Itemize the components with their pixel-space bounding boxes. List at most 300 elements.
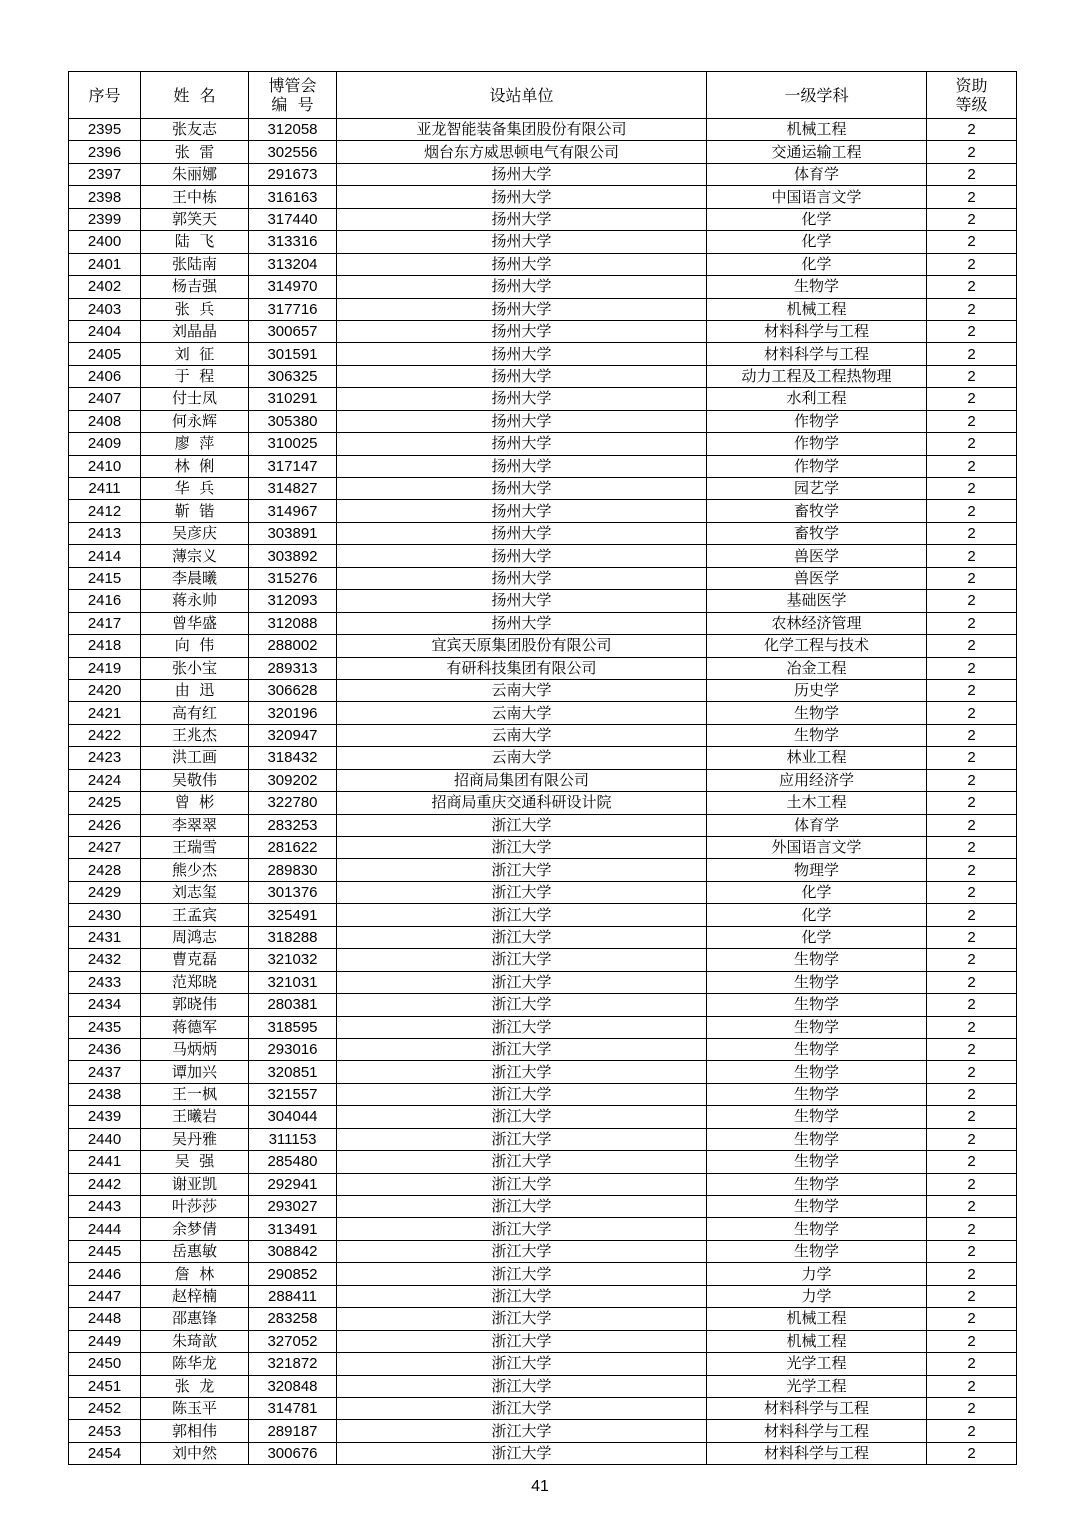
seq-cell: 2398 bbox=[69, 186, 141, 208]
table-row bbox=[69, 478, 1017, 500]
table-row bbox=[69, 1442, 1017, 1464]
discipline-cell: 林业工程 bbox=[707, 747, 927, 769]
unit-cell: 扬州大学 bbox=[337, 500, 707, 522]
seq-cell: 2395 bbox=[69, 119, 141, 141]
unit-cell: 扬州大学 bbox=[337, 163, 707, 185]
unit-cell: 浙江大学 bbox=[337, 949, 707, 971]
name-cell: 余梦倩 bbox=[141, 1218, 249, 1240]
table-row bbox=[69, 1173, 1017, 1195]
table-row bbox=[69, 612, 1017, 634]
discipline-cell: 体育学 bbox=[707, 814, 927, 836]
table-row bbox=[69, 186, 1017, 208]
table-row bbox=[69, 567, 1017, 589]
level-cell: 2 bbox=[927, 186, 1017, 208]
seq-cell: 2399 bbox=[69, 208, 141, 230]
seq-cell: 2432 bbox=[69, 949, 141, 971]
name-cell: 王曦岩 bbox=[141, 1106, 249, 1128]
level-cell: 2 bbox=[927, 1038, 1017, 1060]
unit-cell: 扬州大学 bbox=[337, 612, 707, 634]
seq-cell: 2445 bbox=[69, 1240, 141, 1262]
seq-cell: 2449 bbox=[69, 1330, 141, 1352]
table-row bbox=[69, 1240, 1017, 1262]
name-cell: 刘晶晶 bbox=[141, 320, 249, 342]
name-cell: 蒋德军 bbox=[141, 1016, 249, 1038]
id-cell: 325491 bbox=[249, 904, 337, 926]
header-id-line2: 编 号 bbox=[271, 95, 314, 114]
unit-cell: 浙江大学 bbox=[337, 1285, 707, 1307]
name-cell: 王兆杰 bbox=[141, 724, 249, 746]
discipline-cell: 机械工程 bbox=[707, 1308, 927, 1330]
name-cell: 何永辉 bbox=[141, 410, 249, 432]
table-row bbox=[69, 881, 1017, 903]
seq-cell: 2397 bbox=[69, 163, 141, 185]
unit-cell: 浙江大学 bbox=[337, 1308, 707, 1330]
id-cell: 301591 bbox=[249, 343, 337, 365]
table-row bbox=[69, 679, 1017, 701]
id-cell: 310291 bbox=[249, 388, 337, 410]
name-cell: 张友志 bbox=[141, 119, 249, 141]
name-cell: 吴敬伟 bbox=[141, 769, 249, 791]
seq-cell: 2402 bbox=[69, 276, 141, 298]
name-cell: 张 龙 bbox=[141, 1375, 249, 1397]
name-cell: 刘 征 bbox=[141, 343, 249, 365]
unit-cell: 浙江大学 bbox=[337, 1061, 707, 1083]
name-cell: 于 程 bbox=[141, 365, 249, 387]
table-row bbox=[69, 635, 1017, 657]
seq-cell: 2416 bbox=[69, 590, 141, 612]
seq-cell: 2427 bbox=[69, 837, 141, 859]
id-cell: 313491 bbox=[249, 1218, 337, 1240]
seq-cell: 2440 bbox=[69, 1128, 141, 1150]
id-cell: 281622 bbox=[249, 837, 337, 859]
seq-cell: 2403 bbox=[69, 298, 141, 320]
discipline-cell: 农林经济管理 bbox=[707, 612, 927, 634]
name-cell: 张 兵 bbox=[141, 298, 249, 320]
seq-cell: 2396 bbox=[69, 141, 141, 163]
id-cell: 314827 bbox=[249, 478, 337, 500]
level-cell: 2 bbox=[927, 455, 1017, 477]
table-row bbox=[69, 388, 1017, 410]
unit-cell: 扬州大学 bbox=[337, 388, 707, 410]
level-cell: 2 bbox=[927, 388, 1017, 410]
name-cell: 吴丹雅 bbox=[141, 1128, 249, 1150]
level-cell: 2 bbox=[927, 994, 1017, 1016]
table-row bbox=[69, 298, 1017, 320]
name-cell: 詹 林 bbox=[141, 1263, 249, 1285]
unit-cell: 浙江大学 bbox=[337, 994, 707, 1016]
id-cell: 289187 bbox=[249, 1420, 337, 1442]
name-cell: 王孟宾 bbox=[141, 904, 249, 926]
unit-cell: 扬州大学 bbox=[337, 231, 707, 253]
discipline-cell: 力学 bbox=[707, 1263, 927, 1285]
seq-cell: 2424 bbox=[69, 769, 141, 791]
header-level bbox=[927, 72, 1017, 119]
level-cell: 2 bbox=[927, 1442, 1017, 1464]
unit-cell: 浙江大学 bbox=[337, 881, 707, 903]
id-cell: 306325 bbox=[249, 365, 337, 387]
unit-cell: 有研科技集团有限公司 bbox=[337, 657, 707, 679]
table-row bbox=[69, 904, 1017, 926]
discipline-cell: 生物学 bbox=[707, 1196, 927, 1218]
id-cell: 318288 bbox=[249, 926, 337, 948]
unit-cell: 云南大学 bbox=[337, 702, 707, 724]
name-cell: 谢亚凯 bbox=[141, 1173, 249, 1195]
unit-cell: 浙江大学 bbox=[337, 1083, 707, 1105]
level-cell: 2 bbox=[927, 365, 1017, 387]
name-cell: 李晨曦 bbox=[141, 567, 249, 589]
seq-cell: 2443 bbox=[69, 1196, 141, 1218]
table-row bbox=[69, 747, 1017, 769]
discipline-cell: 光学工程 bbox=[707, 1353, 927, 1375]
unit-cell: 扬州大学 bbox=[337, 343, 707, 365]
discipline-cell: 光学工程 bbox=[707, 1375, 927, 1397]
id-cell: 317147 bbox=[249, 455, 337, 477]
discipline-cell: 冶金工程 bbox=[707, 657, 927, 679]
table-row bbox=[69, 1375, 1017, 1397]
seq-cell: 2428 bbox=[69, 859, 141, 881]
discipline-cell: 生物学 bbox=[707, 1038, 927, 1060]
table-row bbox=[69, 500, 1017, 522]
id-cell: 327052 bbox=[249, 1330, 337, 1352]
discipline-cell: 应用经济学 bbox=[707, 769, 927, 791]
table-row bbox=[69, 1397, 1017, 1419]
id-cell: 320848 bbox=[249, 1375, 337, 1397]
seq-cell: 2425 bbox=[69, 792, 141, 814]
seq-cell: 2454 bbox=[69, 1442, 141, 1464]
discipline-cell: 材料科学与工程 bbox=[707, 343, 927, 365]
id-cell: 320196 bbox=[249, 702, 337, 724]
seq-cell: 2453 bbox=[69, 1420, 141, 1442]
discipline-cell: 生物学 bbox=[707, 1016, 927, 1038]
unit-cell: 云南大学 bbox=[337, 747, 707, 769]
table-row bbox=[69, 1151, 1017, 1173]
seq-cell: 2429 bbox=[69, 881, 141, 903]
table-row bbox=[69, 1106, 1017, 1128]
seq-cell: 2450 bbox=[69, 1353, 141, 1375]
discipline-cell: 化学 bbox=[707, 881, 927, 903]
seq-cell: 2408 bbox=[69, 410, 141, 432]
unit-cell: 浙江大学 bbox=[337, 1442, 707, 1464]
unit-cell: 浙江大学 bbox=[337, 1240, 707, 1262]
unit-cell: 扬州大学 bbox=[337, 186, 707, 208]
name-cell: 曾华盛 bbox=[141, 612, 249, 634]
table-row bbox=[69, 1285, 1017, 1307]
discipline-cell: 作物学 bbox=[707, 455, 927, 477]
discipline-cell: 生物学 bbox=[707, 276, 927, 298]
discipline-cell: 材料科学与工程 bbox=[707, 320, 927, 342]
unit-cell: 浙江大学 bbox=[337, 837, 707, 859]
discipline-cell: 材料科学与工程 bbox=[707, 1442, 927, 1464]
table-row bbox=[69, 1083, 1017, 1105]
seq-cell: 2421 bbox=[69, 702, 141, 724]
unit-cell: 浙江大学 bbox=[337, 1173, 707, 1195]
name-cell: 王中栋 bbox=[141, 186, 249, 208]
discipline-cell: 材料科学与工程 bbox=[707, 1420, 927, 1442]
id-cell: 320851 bbox=[249, 1061, 337, 1083]
name-cell: 朱琦歆 bbox=[141, 1330, 249, 1352]
seq-cell: 2406 bbox=[69, 365, 141, 387]
unit-cell: 扬州大学 bbox=[337, 433, 707, 455]
unit-cell: 扬州大学 bbox=[337, 298, 707, 320]
header-level-line1: 资助 bbox=[955, 76, 988, 95]
id-cell: 300657 bbox=[249, 320, 337, 342]
level-cell: 2 bbox=[927, 208, 1017, 230]
id-cell: 303891 bbox=[249, 522, 337, 544]
header-id bbox=[249, 72, 337, 119]
table-row bbox=[69, 343, 1017, 365]
header-discipline: 一级学科 bbox=[707, 72, 927, 119]
id-cell: 313316 bbox=[249, 231, 337, 253]
id-cell: 321031 bbox=[249, 971, 337, 993]
id-cell: 321872 bbox=[249, 1353, 337, 1375]
discipline-cell: 基础医学 bbox=[707, 590, 927, 612]
seq-cell: 2410 bbox=[69, 455, 141, 477]
name-cell: 张小宝 bbox=[141, 657, 249, 679]
unit-cell: 浙江大学 bbox=[337, 1106, 707, 1128]
seq-cell: 2415 bbox=[69, 567, 141, 589]
seq-cell: 2414 bbox=[69, 545, 141, 567]
level-cell: 2 bbox=[927, 1285, 1017, 1307]
table-row bbox=[69, 724, 1017, 746]
table-row bbox=[69, 1128, 1017, 1150]
discipline-cell: 生物学 bbox=[707, 1240, 927, 1262]
discipline-cell: 土木工程 bbox=[707, 792, 927, 814]
seq-cell: 2407 bbox=[69, 388, 141, 410]
discipline-cell: 水利工程 bbox=[707, 388, 927, 410]
table-row bbox=[69, 1330, 1017, 1352]
id-cell: 302556 bbox=[249, 141, 337, 163]
unit-cell: 扬州大学 bbox=[337, 545, 707, 567]
discipline-cell: 机械工程 bbox=[707, 1330, 927, 1352]
level-cell: 2 bbox=[927, 1397, 1017, 1419]
unit-cell: 扬州大学 bbox=[337, 522, 707, 544]
id-cell: 289830 bbox=[249, 859, 337, 881]
name-cell: 由 迅 bbox=[141, 679, 249, 701]
id-cell: 280381 bbox=[249, 994, 337, 1016]
level-cell: 2 bbox=[927, 1263, 1017, 1285]
unit-cell: 浙江大学 bbox=[337, 1420, 707, 1442]
level-cell: 2 bbox=[927, 500, 1017, 522]
id-cell: 309202 bbox=[249, 769, 337, 791]
id-cell: 291673 bbox=[249, 163, 337, 185]
level-cell: 2 bbox=[927, 1128, 1017, 1150]
level-cell: 2 bbox=[927, 410, 1017, 432]
id-cell: 293027 bbox=[249, 1196, 337, 1218]
discipline-cell: 生物学 bbox=[707, 994, 927, 1016]
id-cell: 318595 bbox=[249, 1016, 337, 1038]
unit-cell: 云南大学 bbox=[337, 724, 707, 746]
unit-cell: 浙江大学 bbox=[337, 1353, 707, 1375]
table-row bbox=[69, 837, 1017, 859]
table-row bbox=[69, 231, 1017, 253]
table-row bbox=[69, 410, 1017, 432]
discipline-cell: 生物学 bbox=[707, 1061, 927, 1083]
name-cell: 华 兵 bbox=[141, 478, 249, 500]
discipline-cell: 作物学 bbox=[707, 410, 927, 432]
seq-cell: 2423 bbox=[69, 747, 141, 769]
seq-cell: 2413 bbox=[69, 522, 141, 544]
level-cell: 2 bbox=[927, 837, 1017, 859]
seq-cell: 2441 bbox=[69, 1151, 141, 1173]
name-cell: 刘中然 bbox=[141, 1442, 249, 1464]
level-cell: 2 bbox=[927, 1353, 1017, 1375]
name-cell: 靳 锴 bbox=[141, 500, 249, 522]
discipline-cell: 生物学 bbox=[707, 702, 927, 724]
level-cell: 2 bbox=[927, 702, 1017, 724]
table-body bbox=[69, 119, 1017, 1465]
level-cell: 2 bbox=[927, 612, 1017, 634]
name-cell: 吴彦庆 bbox=[141, 522, 249, 544]
discipline-cell: 化学 bbox=[707, 926, 927, 948]
table-row bbox=[69, 859, 1017, 881]
id-cell: 289313 bbox=[249, 657, 337, 679]
unit-cell: 浙江大学 bbox=[337, 1038, 707, 1060]
id-cell: 304044 bbox=[249, 1106, 337, 1128]
level-cell: 2 bbox=[927, 1420, 1017, 1442]
seq-cell: 2418 bbox=[69, 635, 141, 657]
seq-cell: 2434 bbox=[69, 994, 141, 1016]
seq-cell: 2438 bbox=[69, 1083, 141, 1105]
header-name: 姓 名 bbox=[141, 72, 249, 119]
unit-cell: 扬州大学 bbox=[337, 567, 707, 589]
id-cell: 321557 bbox=[249, 1083, 337, 1105]
seq-cell: 2411 bbox=[69, 478, 141, 500]
discipline-cell: 生物学 bbox=[707, 724, 927, 746]
id-cell: 283253 bbox=[249, 814, 337, 836]
name-cell: 郭笑天 bbox=[141, 208, 249, 230]
id-cell: 292941 bbox=[249, 1173, 337, 1195]
name-cell: 岳惠敏 bbox=[141, 1240, 249, 1262]
unit-cell: 扬州大学 bbox=[337, 320, 707, 342]
table-row bbox=[69, 702, 1017, 724]
seq-cell: 2417 bbox=[69, 612, 141, 634]
seq-cell: 2439 bbox=[69, 1106, 141, 1128]
level-cell: 2 bbox=[927, 141, 1017, 163]
seq-cell: 2431 bbox=[69, 926, 141, 948]
name-cell: 赵梓楠 bbox=[141, 1285, 249, 1307]
level-cell: 2 bbox=[927, 635, 1017, 657]
id-cell: 316163 bbox=[249, 186, 337, 208]
name-cell: 吴 强 bbox=[141, 1151, 249, 1173]
unit-cell: 扬州大学 bbox=[337, 478, 707, 500]
discipline-cell: 兽医学 bbox=[707, 545, 927, 567]
discipline-cell: 生物学 bbox=[707, 1218, 927, 1240]
header-level-line2: 等级 bbox=[955, 95, 988, 114]
table-row bbox=[69, 365, 1017, 387]
id-cell: 301376 bbox=[249, 881, 337, 903]
level-cell: 2 bbox=[927, 545, 1017, 567]
id-cell: 313204 bbox=[249, 253, 337, 275]
level-cell: 2 bbox=[927, 1106, 1017, 1128]
level-cell: 2 bbox=[927, 1151, 1017, 1173]
seq-cell: 2420 bbox=[69, 679, 141, 701]
discipline-cell: 生物学 bbox=[707, 949, 927, 971]
name-cell: 郭相伟 bbox=[141, 1420, 249, 1442]
name-cell: 高有红 bbox=[141, 702, 249, 724]
name-cell: 陈玉平 bbox=[141, 1397, 249, 1419]
header-unit: 设站单位 bbox=[337, 72, 707, 119]
name-cell: 王一枫 bbox=[141, 1083, 249, 1105]
name-cell: 谭加兴 bbox=[141, 1061, 249, 1083]
unit-cell: 招商局重庆交通科研设计院 bbox=[337, 792, 707, 814]
unit-cell: 云南大学 bbox=[337, 679, 707, 701]
id-cell: 314967 bbox=[249, 500, 337, 522]
table-row bbox=[69, 119, 1017, 141]
id-cell: 283258 bbox=[249, 1308, 337, 1330]
id-cell: 303892 bbox=[249, 545, 337, 567]
name-cell: 邵惠锋 bbox=[141, 1308, 249, 1330]
seq-cell: 2448 bbox=[69, 1308, 141, 1330]
id-cell: 300676 bbox=[249, 1442, 337, 1464]
discipline-cell: 历史学 bbox=[707, 679, 927, 701]
id-cell: 312093 bbox=[249, 590, 337, 612]
level-cell: 2 bbox=[927, 298, 1017, 320]
discipline-cell: 化学 bbox=[707, 253, 927, 275]
name-cell: 廖 萍 bbox=[141, 433, 249, 455]
table-row bbox=[69, 590, 1017, 612]
unit-cell: 浙江大学 bbox=[337, 1375, 707, 1397]
unit-cell: 浙江大学 bbox=[337, 971, 707, 993]
table-row bbox=[69, 522, 1017, 544]
level-cell: 2 bbox=[927, 747, 1017, 769]
table-row bbox=[69, 814, 1017, 836]
table-row bbox=[69, 208, 1017, 230]
seq-cell: 2430 bbox=[69, 904, 141, 926]
level-cell: 2 bbox=[927, 926, 1017, 948]
discipline-cell: 化学工程与技术 bbox=[707, 635, 927, 657]
table-row bbox=[69, 1263, 1017, 1285]
seq-cell: 2433 bbox=[69, 971, 141, 993]
seq-cell: 2452 bbox=[69, 1397, 141, 1419]
level-cell: 2 bbox=[927, 814, 1017, 836]
table-row bbox=[69, 769, 1017, 791]
name-cell: 张陆南 bbox=[141, 253, 249, 275]
level-cell: 2 bbox=[927, 478, 1017, 500]
page-number: 41 bbox=[531, 1478, 549, 1495]
name-cell: 李翠翠 bbox=[141, 814, 249, 836]
table-row bbox=[69, 320, 1017, 342]
id-cell: 322780 bbox=[249, 792, 337, 814]
seq-cell: 2435 bbox=[69, 1016, 141, 1038]
id-cell: 312058 bbox=[249, 119, 337, 141]
name-cell: 曾 彬 bbox=[141, 792, 249, 814]
level-cell: 2 bbox=[927, 1061, 1017, 1083]
table-row bbox=[69, 141, 1017, 163]
seq-cell: 2437 bbox=[69, 1061, 141, 1083]
discipline-cell: 力学 bbox=[707, 1285, 927, 1307]
unit-cell: 浙江大学 bbox=[337, 814, 707, 836]
seq-cell: 2442 bbox=[69, 1173, 141, 1195]
table-row bbox=[69, 455, 1017, 477]
id-cell: 314781 bbox=[249, 1397, 337, 1419]
unit-cell: 浙江大学 bbox=[337, 926, 707, 948]
name-cell: 刘志玺 bbox=[141, 881, 249, 903]
seq-cell: 2422 bbox=[69, 724, 141, 746]
seq-cell: 2419 bbox=[69, 657, 141, 679]
level-cell: 2 bbox=[927, 1173, 1017, 1195]
unit-cell: 浙江大学 bbox=[337, 1016, 707, 1038]
discipline-cell: 生物学 bbox=[707, 1173, 927, 1195]
name-cell: 叶莎莎 bbox=[141, 1196, 249, 1218]
unit-cell: 宜宾天原集团股份有限公司 bbox=[337, 635, 707, 657]
id-cell: 290852 bbox=[249, 1263, 337, 1285]
name-cell: 朱丽娜 bbox=[141, 163, 249, 185]
table-row bbox=[69, 163, 1017, 185]
id-cell: 305380 bbox=[249, 410, 337, 432]
table-row bbox=[69, 1218, 1017, 1240]
discipline-cell: 体育学 bbox=[707, 163, 927, 185]
id-cell: 293016 bbox=[249, 1038, 337, 1060]
